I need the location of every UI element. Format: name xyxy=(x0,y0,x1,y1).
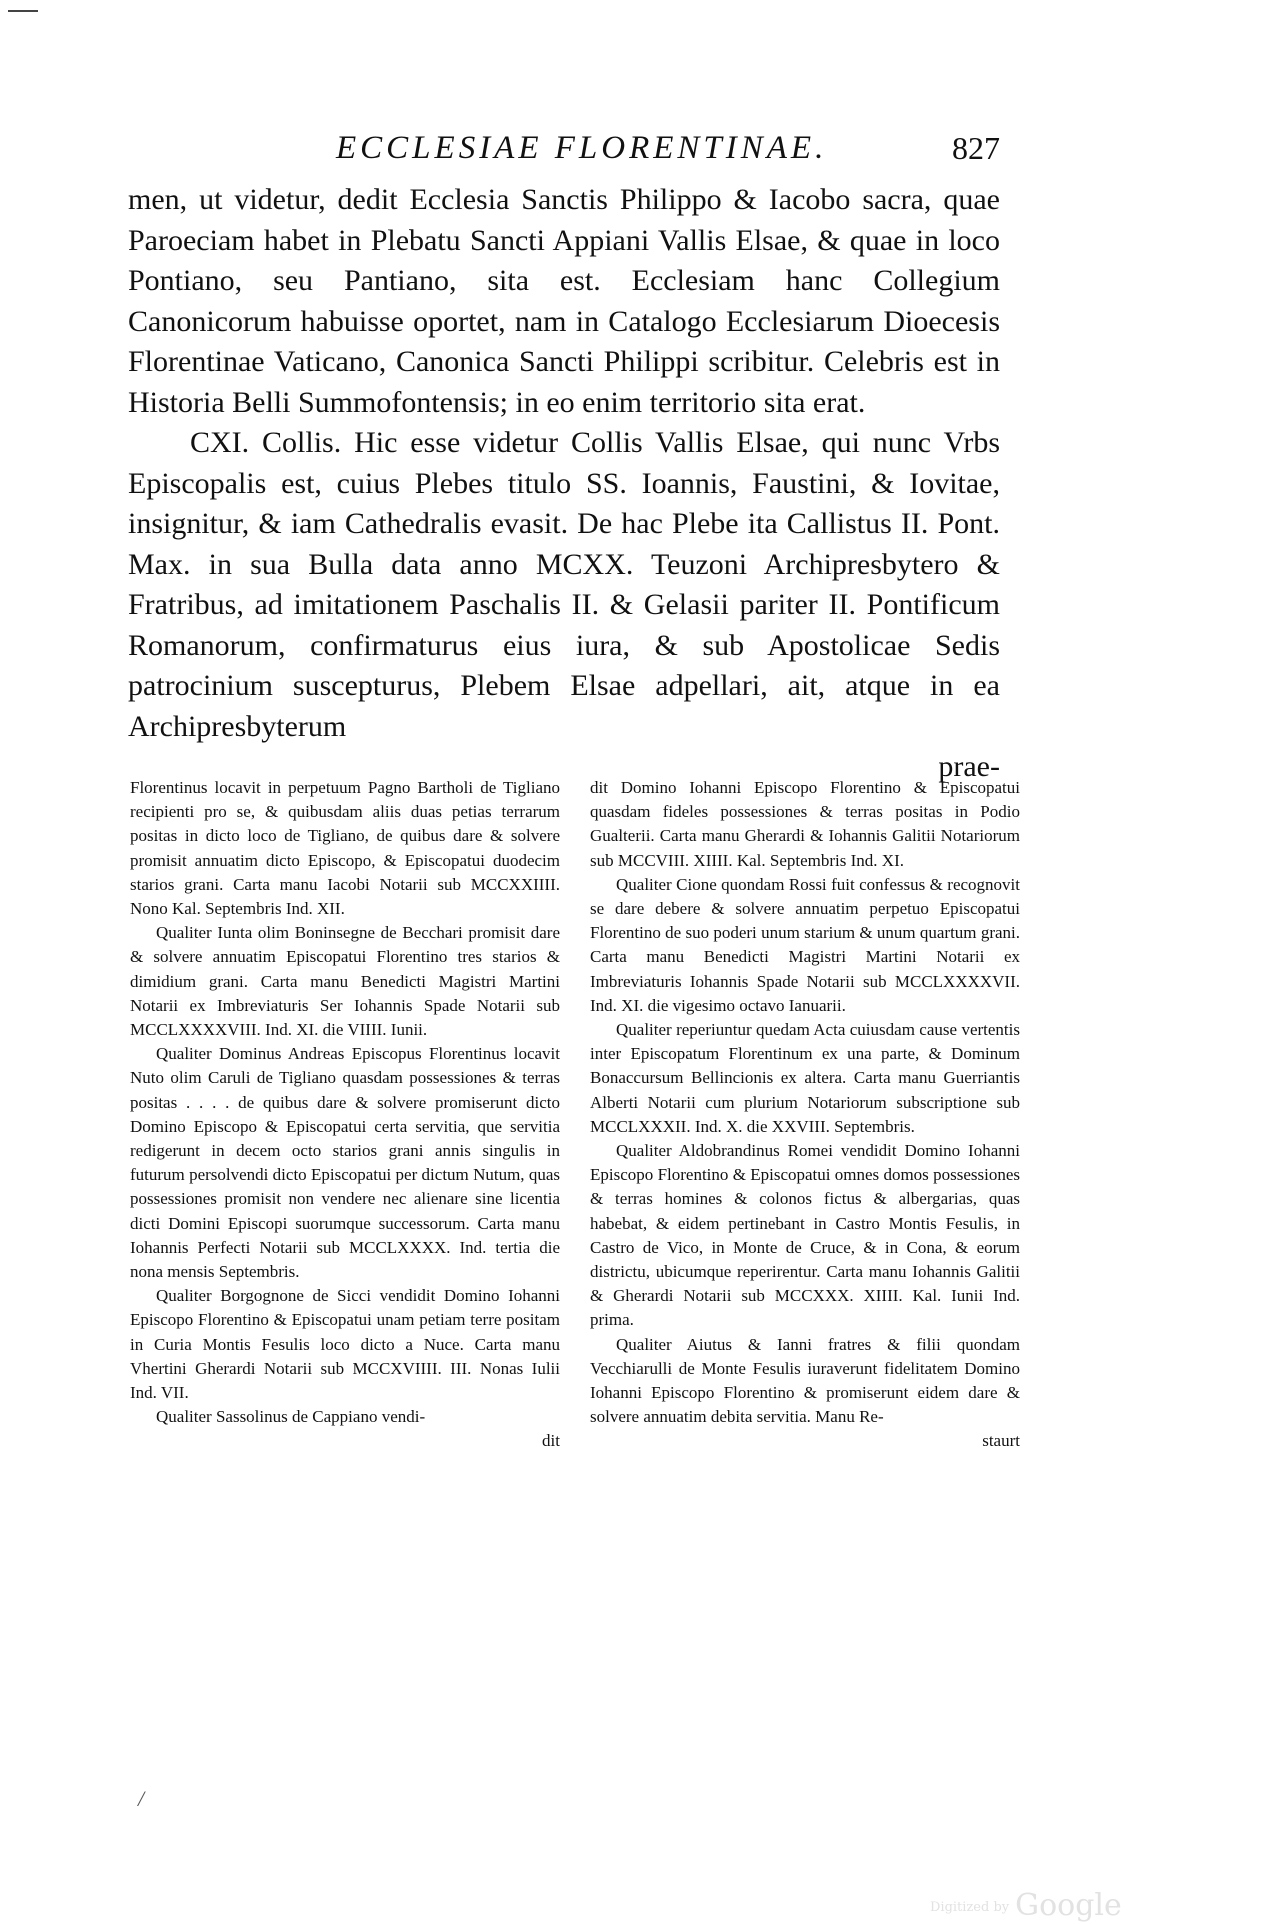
running-title: ECCLESIAE FLORENTINAE. xyxy=(336,130,828,166)
page-header xyxy=(128,126,1000,176)
digitization-watermark xyxy=(930,1888,1122,1923)
note-paragraph: Qualiter Iunta olim Boninsegne de Becchari promisit dare & solvere annuatim Episcopatui Florentino tres starios & dimidium grani. Carta manu Benedicti Magistri Martini Notarii ex Imbreviaturis Ser Iohannis Spade Notarii sub MCCLXXXXVIII. Ind. XI. die VIIII. Iunii. xyxy=(130,923,560,1040)
note-paragraph: Florentinus locavit in perpetuum Pagno Bartholi de Tigliano recipienti pro se, & quibusdam aliis duas petias terrarum positas in dicto loco de Tigliano, de quibus dare & solvere promisit annuatim dicto Episcopo, & Episcopatui duodecim starios grani. Carta manu Iacobi Notarii sub MCCXXIIII. Nono Kal. Septembris Ind. XII. xyxy=(130,778,560,919)
note-paragraph: Qualiter Cione quondam Rossi fuit confessus & recognovit se dare debere & solvere annuatim perpetuo Episcopatui Florentino de suo poderi unum starium & unum quartum grani. Carta manu Benedicti Magistri Martini Notarii ex Imbreviaturis Iohannis Spade Notarii sub MCCLXXXXVII. Ind. XI. die vigesimo octavo Ianuarii. xyxy=(590,874,1020,1015)
top-rule xyxy=(8,10,38,12)
note-paragraph: dit Domino Iohanni Episcopo Florentino & Episcopatui quasdam fideles possessiones & terras positas in Podio Gualterii. Carta manu Gherardi & Iohannis Galitii Notariorum sub MCCVIII. XIIII. Kal. Septembris Ind. XI. xyxy=(590,778,1020,870)
note-paragraph: Qualiter Borgognone de Sicci vendidit Domino Iohanni Episcopo Florentino & Episcopatui unam petiam terre positam in Curia Montis Fesulis loco dicto a Nuce. Carta manu Vhertini Gherardi Notarii sub MCCXVIIII. III. Nonas Iulii Ind. VII. xyxy=(130,1286,560,1403)
footnotes-right-column xyxy=(590,776,1020,1454)
note-paragraph: Qualiter Dominus Andreas Episcopus Florentinus locavit Nuto olim Caruli de Tigliano quasdam possessiones & terras positas . . . . de quibus dare & solvere promiserunt dicto Domino Episcopo & Episcopatui certa servitia, que servitia redigerunt in decem octo starios grani annis singulis in futurum persolvendi dicto Episcopatui per dictum Nutum, quas possessiones promisit non vendere nec alienare sine licentia dicti Domini Episcopi suorumque successorum. Carta manu Iohannis Perfecti Notarii sub MCCLXXXX. Ind. tertia die nona mensis Septembris. xyxy=(130,1044,560,1282)
main-text xyxy=(128,180,1000,788)
note-paragraph: Qualiter Sassolinus de Cappiano vendi- xyxy=(156,1407,426,1427)
main-paragraph: CXI. Collis. Hic esse videtur Collis Vallis Elsae, qui nunc Vrbs Episcopalis est, cuius Plebes titulo SS. Ioannis, Faustini, & Iovitae, insignitur, & iam Cathedralis evasit. De hac Plebe ita Callistus II. Pont. Max. in sua Bulla data anno MCXX. Teuzoni Archipresbytero & Fratribus, ad imitationem Paschalis II. & Gelasii pariter II. Pontificum Romanorum, confirmaturus eius iura, & sub Apostolicae Sedis patrocinium suscepturus, Plebem Elsae adpellari, ait, atque in ea Archipresbyterum xyxy=(128,426,1000,743)
note-paragraph: Qualiter Aldobrandinus Romei vendidit Domino Iohanni Episcopo Florentino & Episcopatui omnes domos possessiones & terras homines & colonos fictus & albergarias, quas habebat, & eidem pertinebant in Castro Montis Fesulis, in Castro de Vico, in Monte de Cruce, & in Cona, & eorum districtu, ubicumque reperirentur. Carta manu Iohannis Galitii & Gherardi Notarii sub MCCXXX. XIIII. Kal. Iunii Ind. prima. xyxy=(590,1141,1020,1330)
stray-mark: / xyxy=(138,1786,145,1811)
catchword: dit xyxy=(542,1431,560,1451)
watermark-brand: Google xyxy=(1015,1888,1122,1923)
note-paragraph: Qualiter reperiuntur quedam Acta cuiusdam cause vertentis inter Episcopatum Florentinum ex una parte, & Dominum Bonaccursum Bellincionis ex altera. Carta manu Guerriantis Alberti Notarii cum plurium Notariorum subscriptione sub MCCLXXXII. Ind. X. die XXVIII. Septembris. xyxy=(590,1020,1020,1136)
watermark-caption: Digitized by xyxy=(930,1899,1010,1915)
catchword: staurt xyxy=(982,1431,1020,1451)
footnotes-left-column xyxy=(130,776,560,1454)
page-number: 827 xyxy=(952,130,1000,166)
main-paragraph: men, ut videtur, dedit Ecclesia Sanctis Philippo & Iacobo sacra, quae Paroeciam habet in Plebatu Sancti Appiani Vallis Elsae, & quae in loco Pontiano, seu Pantiano, sita est. Ecclesiam hanc Collegium Canonicorum habuisse oportet, nam in Catalogo Ecclesiarum Dioecesis Florentinae Vaticano, Canonica Sancti Philippi scribitur. Celebris est in Historia Belli Summofontensis; in eo enim territorio sita erat. xyxy=(128,183,1000,419)
catchword: prae- xyxy=(938,750,1000,783)
note-paragraph: Qualiter Aiutus & Ianni fratres & filii quondam Vecchiarulli de Monte Fesulis iuraverunt fidelitatem Domino Iohanni Episcopo Florentino & promiserunt eidem dare & solvere annuatim debita servitia. Manu Re- xyxy=(590,1334,1020,1427)
